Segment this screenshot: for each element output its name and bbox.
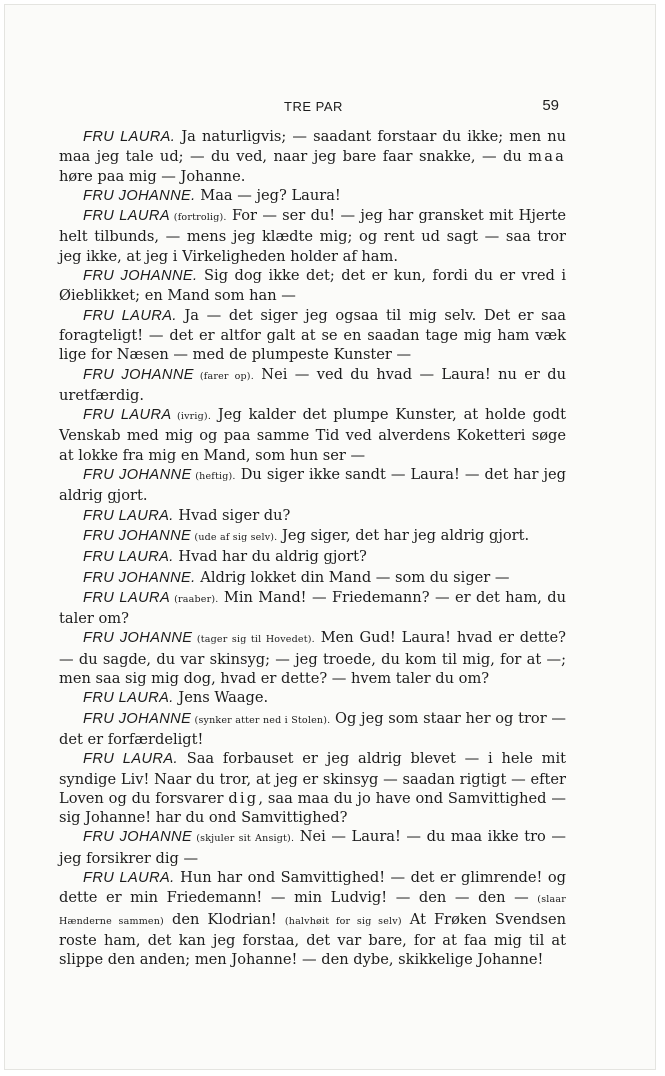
line-text: Hvad har du aldrig gjort? [173,548,367,566]
speaker-name: FRU LAURA. [83,690,174,707]
dialogue-line [59,306,566,365]
line-text: Ja naturligvis; — saadant forstaar du ikke; men nu maa jeg tale ud; — du ved, naar jeg bare faar snakke, — du [59,128,566,166]
speaker-name: FRU LAURA [83,208,170,225]
book-page [4,4,656,1070]
stage-direction: (slaar Hænderne sammen) [59,894,566,927]
line-text: Hvad siger du? [173,506,291,524]
speaker-name: FRU JOHANNE. [83,569,196,586]
line-text: Jeg siger, det har jeg aldrig gjort. [277,526,530,544]
dialogue-line [59,709,566,750]
speaker-name: FRU LAURA [83,589,171,606]
speaker-name: FRU LAURA. [83,507,174,524]
line-text: Sig dog ikke det; det er kun, fordi du er vred i Øieblikket; en Mand som han — [59,267,566,305]
dialogue-line [59,465,566,506]
line-text: Ja — det siger jeg ogsaa til mig selv. Det er saa foragteligt! — det er altfor galt at se en saadan tage mig ham væk lige for Næsen — med de plumpeste Kunster — [59,306,566,364]
dialogue-line [59,749,566,827]
speaker-name: FRU LAURA. [83,869,175,886]
speaker-name: FRU JOHANNE. [83,187,196,204]
dialogue-line [59,127,566,186]
line-text: Og jeg som staar her og tror — det er forfærdeligt! [59,709,566,748]
dialogue-line [59,868,566,969]
line-text: Jens Waage. [173,689,269,707]
speaker-name: FRU LAURA. [83,307,177,324]
line-text: høre paa mig — Johanne. [59,167,246,185]
stage-direction: (raaber). [170,593,219,605]
line-text: Saa forbauset er jeg aldrig blevet — i hele mit syndige Liv! Naar du tror, at jeg er skinsyg — saadan rigtigt — efter Loven og du forsvarer [59,750,567,807]
speaker-name: FRU JOHANNE [83,710,192,727]
line-text: Jeg kalder det plumpe Kunster, at holde godt Venskab med mig og paa samme Tid ved alverdens Koketteri søge at lokke fra mig en Mand, som hun ser — [59,406,566,464]
speaker-name: FRU LAURA. [83,129,176,145]
line-text: For — ser du! — jeg har gransket mit Hjerte helt tilbunds, — mens jeg klædte mig; og rent ud sagt — saa tror jeg ikke, at jeg i Virkeligheden holder af ham. [59,207,566,265]
dialogue-line [59,588,566,629]
speaker-name: FRU JOHANNE [83,630,193,647]
spaced-text: maa [528,148,566,166]
dialogue-line [59,186,566,206]
page-body [59,127,566,969]
page-number: 59 [542,97,559,114]
stage-direction: (heftig). [191,471,236,483]
stage-direction: (skjuler sit Ansigt). [192,833,295,845]
stage-direction: (halvhøit for sig selv) [284,915,402,927]
dialogue-line [59,688,566,708]
speaker-name: FRU JOHANNE [83,829,193,846]
line-text: den Klodrian! [163,910,285,928]
speaker-name: FRU LAURA. [83,549,174,566]
speaker-name: FRU JOHANNE [83,467,192,484]
dialogue-line [59,506,566,526]
line-text: Nei — Laura! — du maa ikke tro — jeg forsikrer dig — [59,828,566,867]
line-text: Maa — jeg? Laura! [195,186,341,204]
dialogue-line [59,568,566,588]
page-header [5,99,655,117]
line-text: Nei — ved du hvad — Laura! nu er du uretfærdig. [59,365,566,404]
dialogue-line [59,266,566,306]
stage-direction: (fortrolig). [169,212,227,224]
line-text: Men Gud! Laura! hvad er dette? — du sagde, du var skinsyg; — jeg troede, du kom til mig, for at —; men saa sig mig dog, hvad er dette? — hvem taler du om? [59,629,566,688]
stage-direction: (farer op). [193,370,254,382]
speaker-name: FRU JOHANNE. [83,268,198,285]
dialogue-line [59,547,566,567]
line-text: At Frøken Svendsen roste ham, det kan jeg forstaa, det var bare, for at faa mig til at slippe den anden; men Johanne! — den dybe, skikkelige Johanne! [59,910,566,969]
dialogue-line [59,827,566,868]
line-text: Du siger ikke sandt — Laura! — det har jeg aldrig gjort. [59,466,566,505]
stage-direction: (ivrig). [171,411,212,423]
dialogue-line [59,405,566,465]
spaced-text: dig [228,789,259,807]
speaker-name: FRU JOHANNE [83,366,194,383]
stage-direction: (synker atter ned i Stolen). [191,714,331,726]
stage-direction: (tager sig til Hovedet). [192,634,315,646]
speaker-name: FRU LAURA. [83,751,178,768]
speaker-name: FRU LAURA [83,407,172,424]
running-title: TRE PAR [284,99,343,114]
line-text: Hun har ond Samvittighed! — det er glimrende! og dette er min Friedemann! — min Ludvig! — den — den — [59,868,567,907]
dialogue-line [59,365,566,406]
line-text: Aldrig lokket din Mand — som du siger — [195,568,510,586]
dialogue-line [59,526,566,547]
dialogue-line [59,628,566,688]
speaker-name: FRU JOHANNE [83,527,192,544]
stage-direction: (ude af sig selv). [191,531,278,543]
line-text: Min Mand! — Friedemann? — er det ham, du taler om? [59,588,566,628]
line-text: , saa maa du jo have ond Samvittighed — sig Johanne! har du ond Samvittighed? [59,789,566,827]
dialogue-line [59,206,566,266]
